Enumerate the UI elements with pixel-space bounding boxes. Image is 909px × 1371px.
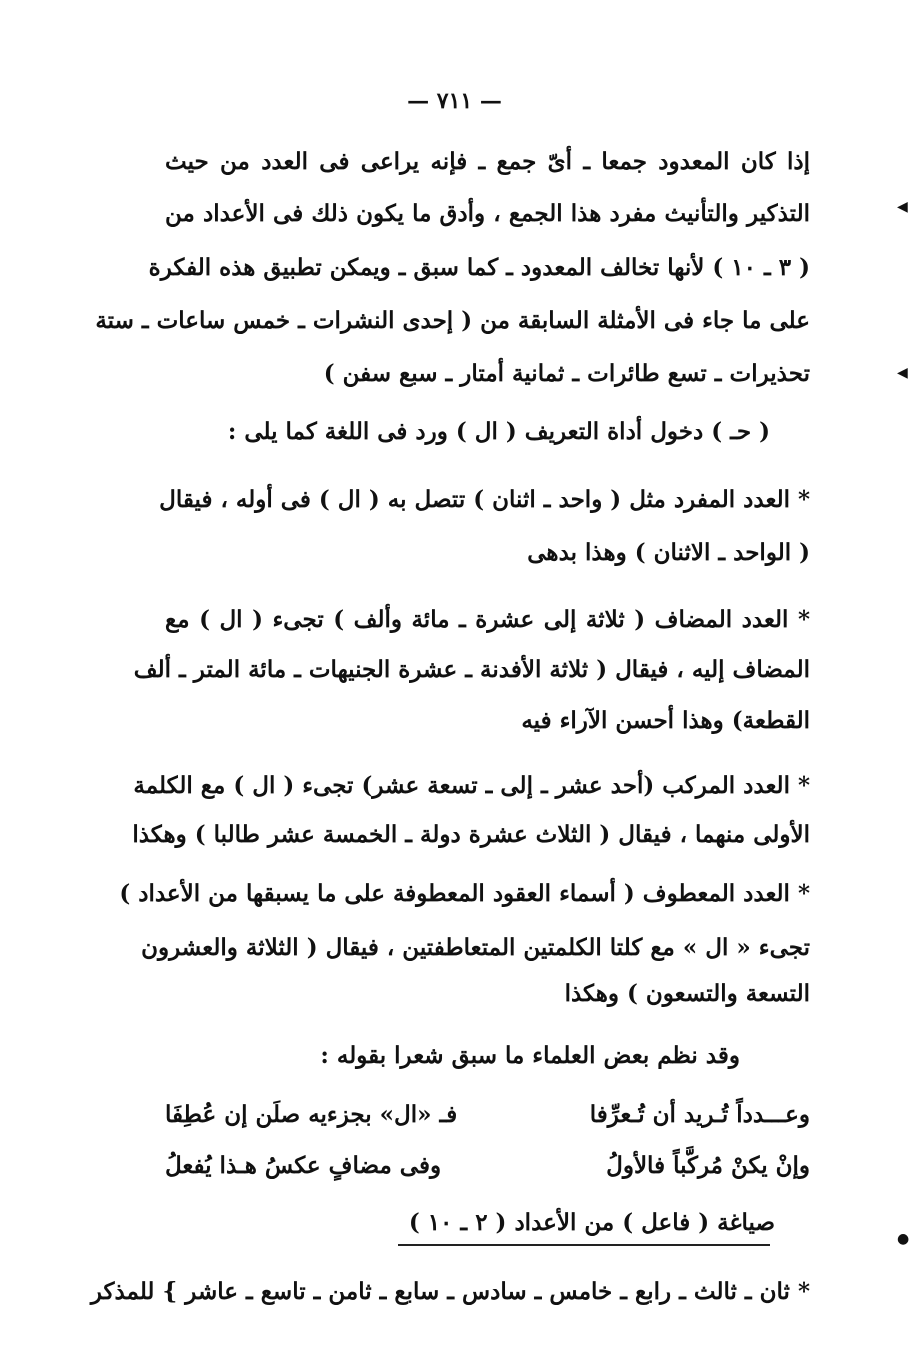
section-line: ( حـ ) دخول أداة التعريف ( ال ) ورد فى اللغة كما يلى :: [227, 418, 770, 445]
verse-hemistich: وعـــدداً تُـريد أن تُـعرِّفا: [589, 1101, 810, 1128]
paragraph-line: ( الواحد ـ الاثنان ) وهذا بدهى: [527, 539, 810, 566]
verse-intro-line: وقد نظم بعض العلماء ما سبق شعرا بقوله :: [320, 1042, 740, 1069]
paragraph-line: إذا كان المعدود جمعا ـ أىّ جمع ـ فإنه يراعى فى العدد من حيث: [165, 148, 810, 175]
margin-mark: ●: [897, 1231, 909, 1247]
verse-line: [165, 1095, 810, 1135]
bullet-line: * العدد المعطوف ( أسماء العقود المعطوفة على ما يسبقها من الأعداد ): [119, 880, 810, 907]
paragraph-line: التسعة والتسعون ) وهكذا: [564, 980, 810, 1007]
page-number: — ٧١١ —: [407, 88, 502, 114]
margin-mark: ◀: [897, 199, 908, 215]
verse-hemistich: وفى مضافٍ عكسُ هـذا يُفعلُ: [165, 1152, 442, 1179]
paragraph-line: القطعة) وهذا أحسن الآراء فيه: [521, 707, 810, 734]
bullet-line: * العدد المركب (أحد عشر ـ إلى ـ تسعة عشر) تجىء ( ال ) مع الكلمة: [133, 772, 810, 799]
paragraph-line: ( ٣ ـ ١٠ ) لأنها تخالف المعدود ـ كما سبق ـ ويمكن تطبيق هذه الفكرة: [148, 254, 810, 281]
page-body: [90, 0, 810, 1371]
paragraph-line: الأولى منهما ، فيقال ( الثلاث عشرة دولة ـ الخمسة عشر طالبا ) وهكذا: [132, 821, 810, 848]
bullet-line: * العدد المضاف ( ثلاثة إلى عشرة ـ مائة وألف ) تجىء ( ال ) مع: [165, 606, 810, 633]
margin-mark: ◀: [897, 365, 908, 381]
paragraph-line: تجىء « ال » مع كلتا الكلمتين المتعاطفتين ، فيقال ( الثلاثة والعشرون: [141, 934, 810, 961]
verse-line: [165, 1146, 810, 1186]
paragraph-line: على ما جاء فى الأمثلة السابقة من ( إحدى النشرات ـ خمس ساعات ـ ستة: [95, 307, 810, 334]
bullet-line: * ثان ـ ثالث ـ رابع ـ خامس ـ سادس ـ سابع ـ ثامن ـ تاسع ـ عاشر } للمذكر: [90, 1278, 810, 1305]
heading-underline: [398, 1244, 770, 1246]
paragraph-line: المضاف إليه ، فيقال ( ثلاثة الأفدنة ـ عشرة الجنيهات ـ مائة المتر ـ ألف: [133, 656, 810, 683]
verse-hemistich: وإنْ يكنْ مُركَّباً فالأولُ: [606, 1152, 810, 1179]
section-heading: صياغة ( فاعل ) من الأعداد ( ٢ ـ ١٠ ): [408, 1209, 775, 1236]
paragraph-line: التذكير والتأنيث مفرد هذا الجمع ، وأدق ما يكون ذلك فى الأعداد من: [165, 200, 810, 227]
bullet-line: * العدد المفرد مثل ( واحد ـ اثنان ) تتصل به ( ال ) فى أوله ، فيقال: [159, 486, 810, 513]
paragraph-line: تحذيرات ـ تسع طائرات ـ ثمانية أمتار ـ سبع سفن ): [323, 360, 810, 387]
verse-hemistich: فـ «ال» بجزءيه صلَن إن عُطِفَا: [165, 1101, 458, 1128]
